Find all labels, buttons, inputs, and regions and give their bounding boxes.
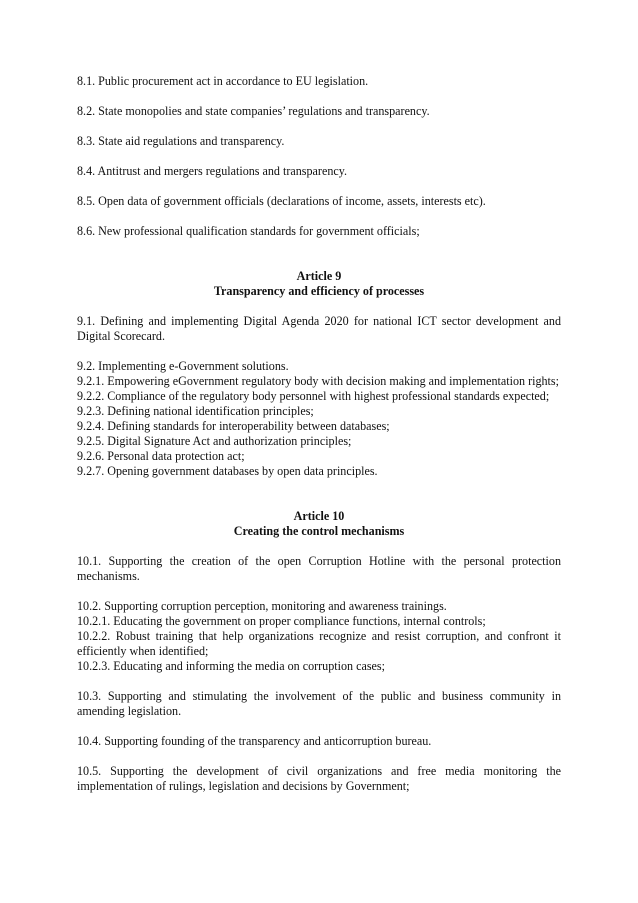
- clause-9-2-3: 9.2.3. Defining national identification principles;: [77, 404, 314, 418]
- clause-10-4: 10.4. Supporting founding of the transparency and anticorruption bureau.: [77, 734, 432, 748]
- clause-9-1: 9.1. Defining and implementing Digital Agenda 2020 for national ICT sector development and Digital Scorecard.: [77, 314, 561, 343]
- clause-9-2-7: 9.2.7. Opening government databases by open data principles.: [77, 464, 378, 478]
- article-9-title: Transparency and efficiency of processes: [213, 284, 425, 298]
- clause-10-2-1: 10.2.1. Educating the government on proper compliance functions, internal controls;: [77, 614, 486, 628]
- clause-10-5: 10.5. Supporting the development of civil organizations and free media monitoring the implementation of rulings, legislation and decisions by Government;: [77, 764, 561, 793]
- clause-10-2-2: 10.2.2. Robust training that help organizations recognize and resist corruption, and confront it efficiently when identified;: [77, 629, 561, 658]
- article-10-number: Article 10: [293, 509, 345, 523]
- clause-10-1: 10.1. Supporting the creation of the open Corruption Hotline with the personal protection mechanisms.: [77, 554, 561, 583]
- clause-8-6: 8.6. New professional qualification standards for government officials;: [77, 224, 420, 238]
- clause-9-2-1: 9.2.1. Empowering eGovernment regulatory body with decision making and implementation rights;: [77, 374, 559, 388]
- article-10-heading: [77, 509, 561, 539]
- article-9-heading: [77, 269, 561, 299]
- clause-10-3: 10.3. Supporting and stimulating the involvement of the public and business community in amending legislation.: [77, 689, 561, 718]
- clause-9-2-6: 9.2.6. Personal data protection act;: [77, 449, 245, 463]
- clause-8-1: 8.1. Public procurement act in accordance to EU legislation.: [77, 74, 369, 88]
- clause-10-2: 10.2. Supporting corruption perception, monitoring and awareness trainings.: [77, 599, 447, 613]
- article-9-number: Article 9: [296, 269, 342, 283]
- clause-9-2-4: 9.2.4. Defining standards for interoperability between databases;: [77, 419, 390, 433]
- clause-8-3: 8.3. State aid regulations and transparency.: [77, 134, 285, 148]
- clause-8-2: 8.2. State monopolies and state companies’ regulations and transparency.: [77, 104, 430, 118]
- article-10-title: Creating the control mechanisms: [233, 524, 405, 538]
- clause-9-2: 9.2. Implementing e-Government solutions.: [77, 359, 289, 373]
- clause-8-5: 8.5. Open data of government officials (declarations of income, assets, interests etc).: [77, 194, 486, 208]
- clause-9-2-2: 9.2.2. Compliance of the regulatory body personnel with highest professional standards expected;: [77, 389, 550, 403]
- clause-9-2-5: 9.2.5. Digital Signature Act and authorization principles;: [77, 434, 352, 448]
- clause-10-2-3: 10.2.3. Educating and informing the media on corruption cases;: [77, 659, 385, 673]
- clause-8-4: 8.4. Antitrust and mergers regulations and transparency.: [77, 164, 348, 178]
